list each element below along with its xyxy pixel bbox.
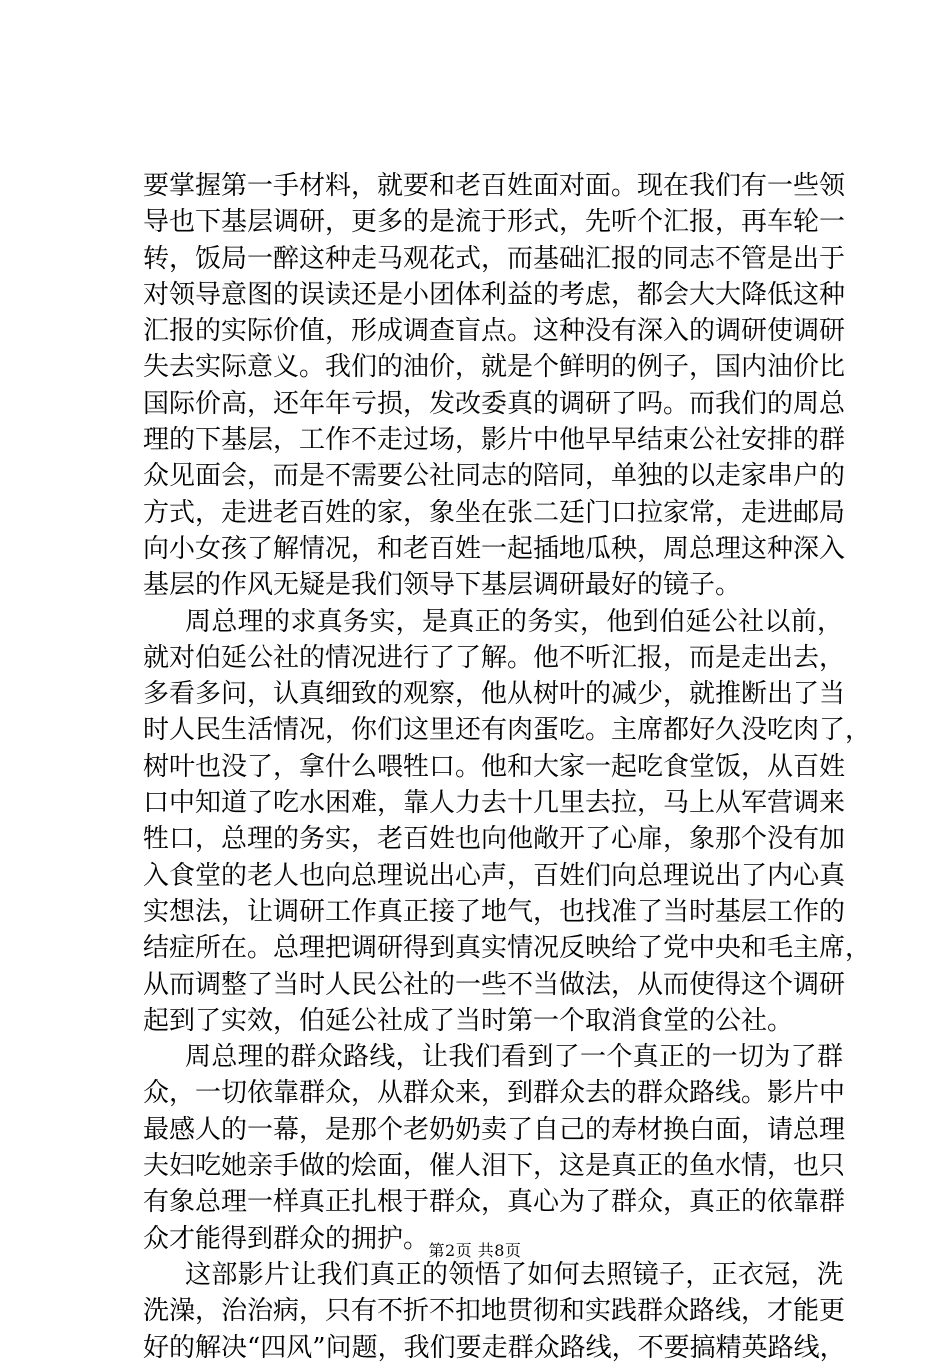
text-line: 好的解决“四风”问题，我们要走群众路线，不要搞精英路线， [143,1332,846,1363]
text-line: 树叶也没了，拿什么喂牲口。他和大家一起吃食堂饭，从百姓 [143,751,846,782]
text-line: 时人民生活情况，你们这里还有肉蛋吃。主席都好久没吃肉了， [143,715,872,746]
text-line: 向小女孩了解情况，和老百姓一起插地瓜秧，周总理这种深入 [143,533,846,564]
text-line: 结症所在。总理把调研得到真实情况反映给了党中央和毛主席， [143,933,872,964]
text-line: 国际价高，还年年亏损，发改委真的调研了吗。而我们的周总 [143,388,846,419]
page-footer [0,1238,950,1261]
text-line: 众，一切依靠群众，从群众来，到群众去的群众路线。影片中 [143,1078,846,1109]
text-line: 导也下基层调研，更多的是流于形式，先听个汇报，再车轮一 [143,207,846,238]
text-line: 众才能得到群众的拥护。 [143,1223,430,1254]
text-line: 起到了实效，伯延公社成了当时第一个取消食堂的公社。 [143,1005,794,1036]
text-line: 有象总理一样真正扎根于群众，真心为了群众，真正的依靠群 [143,1187,846,1218]
text-line: 理的下基层，工作不走过场，影片中他早早结束公社安排的群 [143,425,846,456]
text-line: 要掌握第一手材料，就要和老百姓面对面。现在我们有一些领 [143,171,846,201]
page-number: 第2页 共8页 [428,1241,522,1260]
text-line: 就对伯延公社的情况进行了了解。他不听汇报，而是走出去， [143,642,846,673]
text-line: 夫妇吃她亲手做的烩面，催人泪下，这是真正的鱼水情，也只 [143,1151,846,1182]
text-line: 从而调整了当时人民公社的一些不当做法，从而使得这个调研 [143,969,846,1000]
text-line: 口中知道了吃水困难，靠人力去十几里去拉，马上从军营调来 [143,788,846,819]
text-line: 最感人的一幕，是那个老奶奶卖了自己的寿材换白面，请总理 [143,1114,846,1145]
text-line: 汇报的实际价值，形成调查盲点。这种没有深入的调研使调研 [143,316,846,347]
text-line: 周总理的群众路线，让我们看到了一个真正的一切为了群 [185,1042,843,1073]
text-line: 这部影片让我们真正的领悟了如何去照镜子，正衣冠，洗 [185,1259,843,1290]
text-line: 众见面会，而是不需要公社同志的陪同，单独的以走家串户的 [143,461,846,492]
text-line: 洗澡，治治病，只有不折不扣地贯彻和实践群众路线，才能更 [143,1296,846,1327]
text-line: 周总理的求真务实，是真正的务实，他到伯延公社以前， [185,606,843,637]
text-line: 对领导意图的误读还是小团体利益的考虑，都会大大降低这种 [143,279,846,310]
text-line: 多看多问，认真细致的观察，他从树叶的减少，就推断出了当 [143,679,846,710]
text-line: 失去实际意义。我们的油价，就是个鲜明的例子，国内油价比 [143,352,846,383]
text-line: 基层的作风无疑是我们领导下基层调研最好的镜子。 [143,570,742,601]
text-line: 方式，走进老百姓的家，象坐在张二廷门口拉家常，走进邮局 [143,497,846,528]
text-line: 牲口，总理的务实，老百姓也向他敞开了心扉，象那个没有加 [143,824,846,855]
text-line: 实想法，让调研工作真正接了地气，也找准了当时基层工作的 [143,896,846,927]
body-text [143,168,872,1366]
text-line: 入食堂的老人也向总理说出心声，百姓们向总理说出了内心真 [143,860,846,891]
text-line: 转，饭局一醉这种走马观花式，而基础汇报的同志不管是出于 [143,243,846,274]
